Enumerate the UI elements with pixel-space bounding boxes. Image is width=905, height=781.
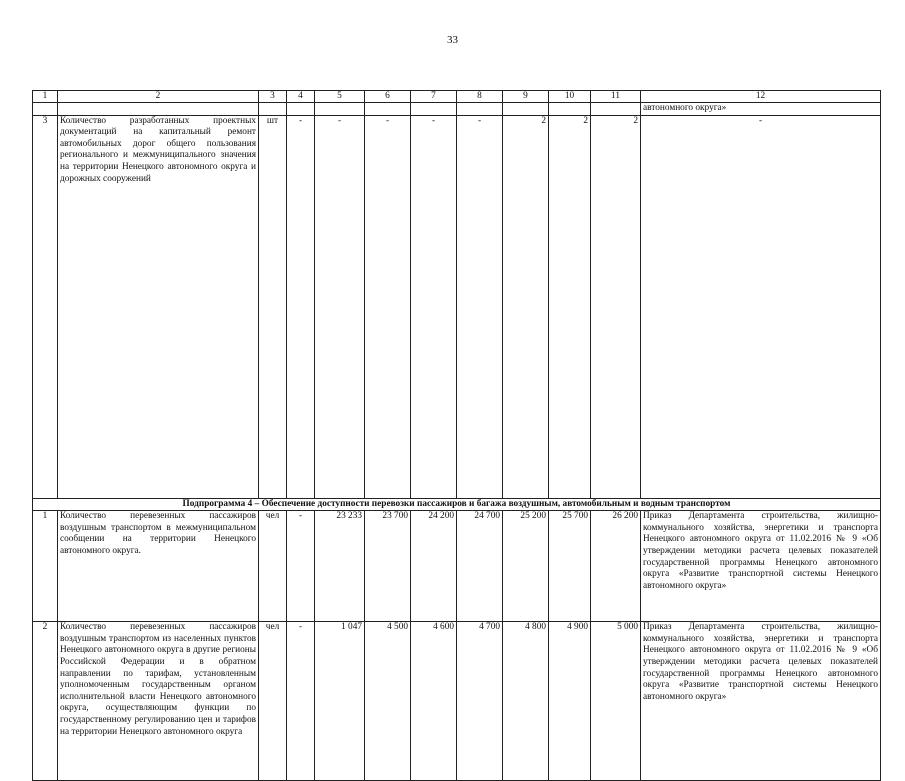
empty-cell <box>591 103 641 116</box>
value-cell: - <box>411 115 457 499</box>
column-number: 9 <box>503 91 549 103</box>
value-cell: - <box>287 511 315 622</box>
column-number: 10 <box>549 91 591 103</box>
value-cell: 4 700 <box>457 622 503 781</box>
value-cell: - <box>287 115 315 499</box>
value-cell: 25 700 <box>549 511 591 622</box>
subprogram-row <box>33 499 881 511</box>
unit-cell: чел <box>259 511 287 622</box>
value-cell: 2 <box>549 115 591 499</box>
unit-cell: чел <box>259 622 287 781</box>
empty-cell <box>549 103 591 116</box>
value-cell: - <box>287 622 315 781</box>
value-cell: 2 <box>591 115 641 499</box>
value-cell: 4 800 <box>503 622 549 781</box>
value-cell: - <box>315 115 365 499</box>
basis-cell: Приказ Департамента строительства, жилищно-коммунального хозяйства, энергетики и транспорта Ненецкого автономного округа от 11.02.2016 № 9 «Об утверждении методики расчета целевых показателей государственной программы Ненецкого автономного округа «Развитие транспортной системы Ненецкого автономного округа» <box>641 622 881 781</box>
value-cell: 24 700 <box>457 511 503 622</box>
column-number: 5 <box>315 91 365 103</box>
column-number: 4 <box>287 91 315 103</box>
column-number: 2 <box>58 91 259 103</box>
column-number: 12 <box>641 91 881 103</box>
value-cell: 23 700 <box>365 511 411 622</box>
continuation-row <box>33 103 881 116</box>
empty-cell <box>287 103 315 116</box>
subprogram-title: Подпрограмма 4 – Обеспечение доступности перевозки пассажиров и багажа воздушным, автомобильным и водным транспортом <box>33 499 881 511</box>
empty-cell <box>411 103 457 116</box>
empty-cell <box>457 103 503 116</box>
basis-cell: Приказ Департамента строительства, жилищно-коммунального хозяйства, энергетики и транспорта Ненецкого автономного округа от 11.02.2016 № 9 «Об утверждении методики расчета целевых показателей государственной программы Ненецкого автономного округа «Развитие транспортной системы Ненецкого автономного округа» <box>641 511 881 622</box>
empty-cell <box>58 103 259 116</box>
empty-cell <box>503 103 549 116</box>
value-cell: 2 <box>503 115 549 499</box>
unit-cell: шт <box>259 115 287 499</box>
value-cell: 4 900 <box>549 622 591 781</box>
value-cell: - <box>457 115 503 499</box>
value-cell: 25 200 <box>503 511 549 622</box>
basis-cell: автономного округа» <box>641 103 881 116</box>
indicator-description: Количество перевезенных пассажиров воздушным транспортом из населенных пунктов Ненецкого автономного округа в другие регионы Российской Федерации и в обратном направлении по тарифам, установленным уполномоченным государственным органом исполнительной власти Ненецкого автономного округа, осуществляющим функции по государственному регулированию цен и тарифов на территории Ненецкого автономного округа <box>58 622 259 781</box>
page-number: 33 <box>447 34 458 46</box>
row-number: 2 <box>33 622 58 781</box>
indicator-description: Количество разработанных проектных документаций на капитальный ремонт автомобильных дорог общего пользования регионального и межмуниципального значения на территории Ненецкого автономного округа и дорожных сооружений <box>58 115 259 499</box>
empty-cell <box>365 103 411 116</box>
value-cell: 24 200 <box>411 511 457 622</box>
table-body <box>33 91 881 781</box>
empty-cell <box>259 103 287 116</box>
value-cell: 26 200 <box>591 511 641 622</box>
value-cell: 4 500 <box>365 622 411 781</box>
indicators-table <box>32 90 881 781</box>
column-number: 3 <box>259 91 287 103</box>
column-number: 1 <box>33 91 58 103</box>
column-number: 11 <box>591 91 641 103</box>
column-number: 8 <box>457 91 503 103</box>
row-number: 1 <box>33 511 58 622</box>
column-number: 7 <box>411 91 457 103</box>
empty-cell <box>315 103 365 116</box>
value-cell: 5 000 <box>591 622 641 781</box>
value-cell: 23 233 <box>315 511 365 622</box>
empty-cell <box>33 103 58 116</box>
table-row <box>33 622 881 781</box>
column-number-row <box>33 91 881 103</box>
value-cell: - <box>365 115 411 499</box>
indicator-description: Количество перевезенных пассажиров воздушным транспортом в межмуниципальном сообщении на территории Ненецкого автономного округа. <box>58 511 259 622</box>
row-number: 3 <box>33 115 58 499</box>
value-cell: 1 047 <box>315 622 365 781</box>
value-cell: - <box>641 115 881 499</box>
table-row <box>33 511 881 622</box>
table-row <box>33 115 881 499</box>
value-cell: 4 600 <box>411 622 457 781</box>
column-number: 6 <box>365 91 411 103</box>
